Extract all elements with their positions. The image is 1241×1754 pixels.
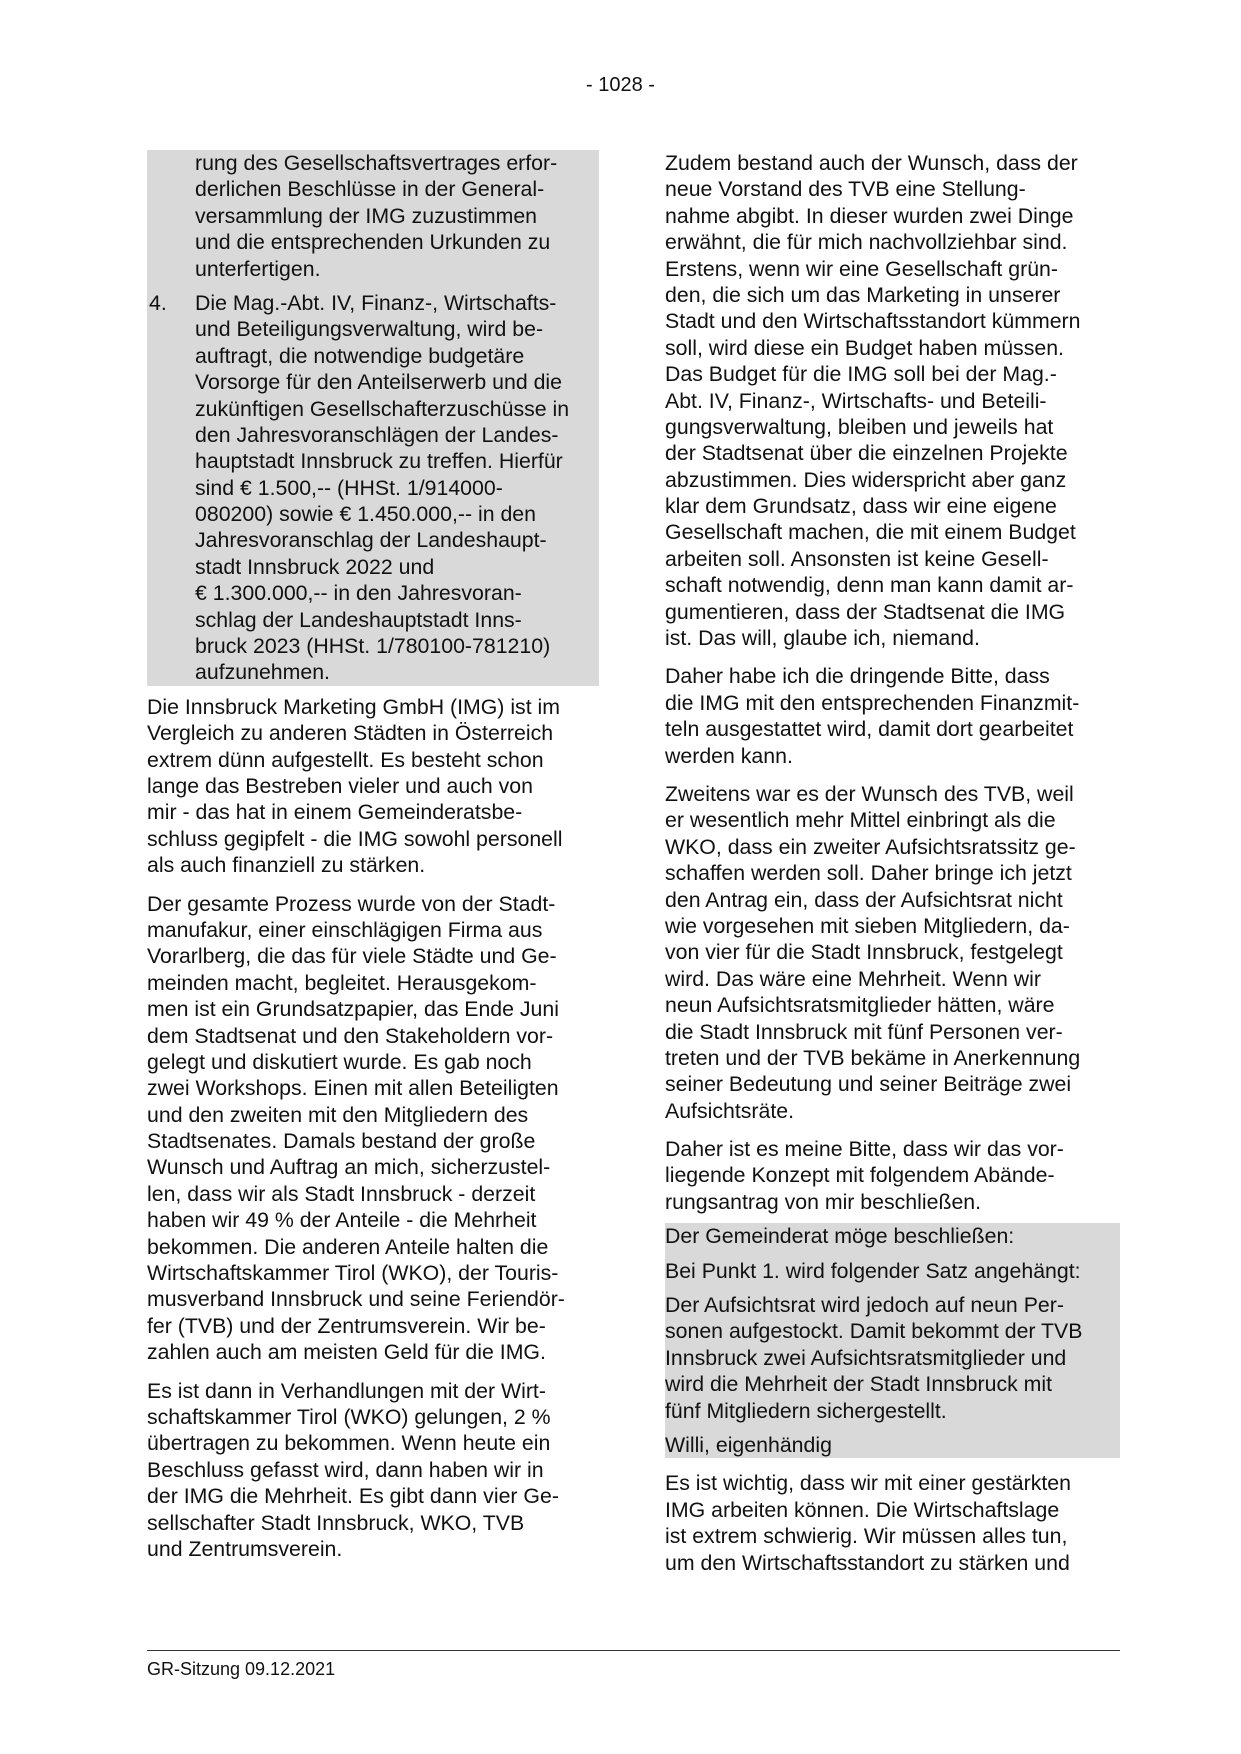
text-line: Der Aufsichtsrat wird jedoch auf neun Per- <box>665 1293 1064 1318</box>
text-line: neue Vorstand des TVB eine Stellung- <box>665 177 1026 202</box>
text-line: den Jahresvoranschlägen der Landes- <box>195 422 559 447</box>
text-line: abzustimmen. Dies widerspricht aber ganz <box>665 467 1067 492</box>
text-line: sonen aufgestockt. Damit bekommt der TVB <box>665 1319 1083 1344</box>
text-line: und Beteiligungsverwaltung, wird be- <box>195 317 544 342</box>
text-line: seiner Bedeutung und seiner Beiträge zwei <box>665 1072 1072 1097</box>
text-line: Es ist dann in Verhandlungen mit der Wirt- <box>147 1378 546 1403</box>
text-line: ist extrem schwierig. Wir müssen alles tun, <box>665 1524 1068 1549</box>
text-line: übertragen zu bekommen. Wenn heute ein <box>147 1431 551 1456</box>
motion-item-4 <box>147 290 599 686</box>
page-number: - 1028 - <box>586 74 655 96</box>
paragraph <box>147 891 599 1366</box>
text-line: Beschluss gefasst wird, dann haben wir in <box>147 1457 544 1482</box>
text-line: versammlung der IMG zuzustimmen <box>195 203 538 228</box>
text-line: schaffen werden soll. Daher bringe ich jetzt <box>665 861 1072 886</box>
text-line: dem Stadtsenat und den Stakeholdern vor- <box>147 1023 554 1048</box>
text-line: fer (TVB) und der Zentrumsverein. Wir be- <box>147 1313 546 1338</box>
text-line: hauptstadt Innsbruck zu treffen. Hierfür <box>195 449 563 474</box>
text-line: WKO, dass ein zweiter Aufsichtsratssitz ge- <box>665 834 1076 859</box>
text-line: Jahresvoranschlag der Landeshaupt- <box>195 528 547 553</box>
text-line: Erstens, wenn wir eine Gesellschaft grün- <box>665 256 1058 281</box>
text-line: len, dass wir als Stadt Innsbruck - derzeit <box>147 1181 536 1206</box>
text-line: er wesentlich mehr Mittel einbringt als die <box>665 808 1056 833</box>
text-line: zahlen auch am meisten Geld für die IMG. <box>147 1340 546 1365</box>
text-line: als auch finanziell zu stärken. <box>147 853 426 878</box>
text-line: Daher habe ich die dringende Bitte, dass <box>665 664 1050 689</box>
text-line: werden kann. <box>665 743 793 768</box>
paragraph <box>665 1470 1120 1576</box>
text-line: der Stadtsenat über die einzelnen Projekte <box>665 441 1068 466</box>
text-line: schlag der Landeshauptstadt Inns- <box>195 607 522 632</box>
motion-block-continued <box>147 150 599 686</box>
text-line: treten und der TVB bekäme in Anerkennung <box>665 1045 1081 1070</box>
text-line: haben wir 49 % der Anteile - die Mehrheit <box>147 1208 537 1233</box>
text-line: Stadt und den Wirtschaftsstandort kümmern <box>665 309 1081 334</box>
text-line: schluss gegipfelt - die IMG sowohl personell <box>147 826 563 851</box>
left-column <box>147 150 599 1562</box>
text-line: wird die Mehrheit der Stadt Innsbruck mit <box>665 1372 1053 1397</box>
text-line: Die Innsbruck Marketing GmbH (IMG) ist im <box>147 694 561 719</box>
amendment-point: Bei Punkt 1. wird folgender Satz angehängt: <box>665 1258 1081 1283</box>
text-line: und die entsprechenden Urkunden zu <box>195 230 551 255</box>
right-column <box>665 150 1120 1576</box>
text-line: erwähnt, die für mich nachvollziehbar sind. <box>665 230 1068 255</box>
text-line: teln ausgestattet wird, damit dort gearbeitet <box>665 717 1074 742</box>
text-line: mir - das hat in einem Gemeinderatsbe- <box>147 800 523 825</box>
text-line: Vergleich zu anderen Städten in Österreich <box>147 721 554 746</box>
text-line: gumentieren, dass der Stadtsenat die IMG <box>665 599 1066 624</box>
amendment-block <box>665 1223 1120 1458</box>
text-line: sellschafter Stadt Innsbruck, WKO, TVB <box>147 1510 525 1535</box>
text-line: fünf Mitgliedern sichergestellt. <box>665 1398 947 1423</box>
text-line: bruck 2023 (HHSt. 1/780100-781210) <box>195 634 551 659</box>
text-line: IMG arbeiten können. Die Wirtschaftslage <box>665 1497 1060 1522</box>
text-line: um den Wirtschaftsstandort zu stärken und <box>665 1550 1070 1575</box>
text-line: gungsverwaltung, bleiben und jeweils hat <box>665 414 1054 439</box>
text-line: Vorsorge für den Anteilserwerb und die <box>195 370 563 395</box>
paragraph <box>665 663 1120 769</box>
paragraph <box>147 694 599 879</box>
footer-divider <box>147 1650 1120 1651</box>
text-line: lange das Bestreben vieler und auch von <box>147 773 533 798</box>
text-line: musverband Innsbruck und seine Feriendör- <box>147 1287 565 1312</box>
text-line: meinden macht, begleitet. Herausgekom- <box>147 970 537 995</box>
text-line: Zweitens war es der Wunsch des TVB, weil <box>665 781 1074 806</box>
text-line: die Stadt Innsbruck mit fünf Personen ver- <box>665 1019 1063 1044</box>
text-line: neun Aufsichtsratsmitglieder hätten, wäre <box>665 993 1055 1018</box>
text-line: die IMG mit den entsprechenden Finanzmit- <box>665 690 1080 715</box>
text-line: Wunsch und Auftrag an mich, sicherzustel- <box>147 1155 551 1180</box>
text-line: 080200) sowie € 1.450.000,-- in den <box>195 502 536 527</box>
footer-text: GR-Sitzung 09.12.2021 <box>147 1659 336 1679</box>
text-line: unterfertigen. <box>195 256 321 281</box>
paragraph <box>665 1136 1120 1215</box>
text-line: bekommen. Die anderen Anteile halten die <box>147 1234 549 1259</box>
text-line: stadt Innsbruck 2022 und <box>195 554 435 579</box>
text-line: Der gesamte Prozess wurde von der Stadt- <box>147 891 556 916</box>
text-line: zwei Workshops. Einen mit allen Beteiligten <box>147 1076 559 1101</box>
text-line: Stadtsenates. Damals bestand der große <box>147 1129 536 1154</box>
text-line: derlichen Beschlüsse in der General- <box>195 177 545 202</box>
text-line: arbeiten soll. Ansonsten ist keine Gesell- <box>665 546 1049 571</box>
text-line: Gesellschaft machen, die mit einem Budget <box>665 520 1076 545</box>
text-line: nahme abgibt. In dieser wurden zwei Dinge <box>665 203 1074 228</box>
text-line: extrem dünn aufgestellt. Es besteht schon <box>147 747 544 772</box>
text-line: ist. Das will, glaube ich, niemand. <box>665 626 980 651</box>
text-line: Innsbruck zwei Aufsichtsratsmitglieder und <box>665 1345 1067 1370</box>
text-line: € 1.300.000,-- in den Jahresvoran- <box>195 581 522 606</box>
text-line: schaftskammer Tirol (WKO) gelungen, 2 % <box>147 1404 551 1429</box>
amendment-heading: Der Gemeinderat möge beschließen: <box>665 1224 1015 1249</box>
text-line: Es ist wichtig, dass wir mit einer gestärkten <box>665 1471 1071 1496</box>
text-line: rung des Gesellschaftsvertrages erfor- <box>195 151 558 175</box>
text-line: men ist ein Grundsatzpapier, das Ende Juni <box>147 997 559 1022</box>
text-line: Das Budget für die IMG soll bei der Mag.- <box>665 362 1057 387</box>
text-line: und Zentrumsverein. <box>147 1536 343 1561</box>
text-line: den, die sich um das Marketing in unserer <box>665 282 1061 307</box>
text-line: zukünftigen Gesellschafterzuschüsse in <box>195 396 570 421</box>
paragraph <box>665 781 1120 1124</box>
text-line: Daher ist es meine Bitte, dass wir das vor- <box>665 1137 1064 1162</box>
text-line: den Antrag ein, dass der Aufsichtsrat nicht <box>665 887 1063 912</box>
text-line: rungsantrag von mir beschließen. <box>665 1189 982 1214</box>
text-line: klar dem Grundsatz, dass wir eine eigene <box>665 494 1057 519</box>
text-line: Die Mag.-Abt. IV, Finanz-, Wirtschafts- <box>195 290 557 315</box>
text-line: auftragt, die notwendige budgetäre <box>195 343 525 368</box>
text-line: Vorarlberg, die das für viele Städte und Ge- <box>147 944 557 969</box>
text-line: schaft notwendig, denn man kann damit ar- <box>665 573 1074 598</box>
text-line: von vier für die Stadt Innsbruck, festgelegt <box>665 940 1063 965</box>
text-line: manufakur, einer einschlägigen Firma aus <box>147 917 543 942</box>
paragraph <box>147 1378 599 1563</box>
text-line: sind € 1.500,-- (HHSt. 1/914000- <box>195 475 503 500</box>
text-line: wie vorgesehen mit sieben Mitgliedern, da- <box>665 913 1070 938</box>
text-line: gelegt und diskutiert wurde. Es gab noch <box>147 1049 532 1074</box>
paragraph <box>665 150 1120 651</box>
text-line: aufzunehmen. <box>195 660 330 685</box>
text-line: Abt. IV, Finanz-, Wirtschafts- und Beteili- <box>665 388 1047 413</box>
text-line: Wirtschaftskammer Tirol (WKO), der Touris- <box>147 1261 559 1286</box>
text-line: und den zweiten mit den Mitgliedern des <box>147 1102 529 1127</box>
text-line: Zudem bestand auch der Wunsch, dass der <box>665 151 1078 175</box>
text-line: Aufsichtsräte. <box>665 1098 795 1123</box>
amendment-signature: Willi, eigenhändig <box>665 1432 832 1457</box>
text-line: der IMG die Mehrheit. Es gibt dann vier Ge- <box>147 1484 559 1509</box>
text-line: wird. Das wäre eine Mehrheit. Wenn wir <box>665 966 1041 991</box>
item-number: 4. <box>149 290 167 315</box>
text-line: liegende Konzept mit folgendem Abände- <box>665 1163 1055 1188</box>
text-line: soll, wird diese ein Budget haben müssen. <box>665 335 1064 360</box>
